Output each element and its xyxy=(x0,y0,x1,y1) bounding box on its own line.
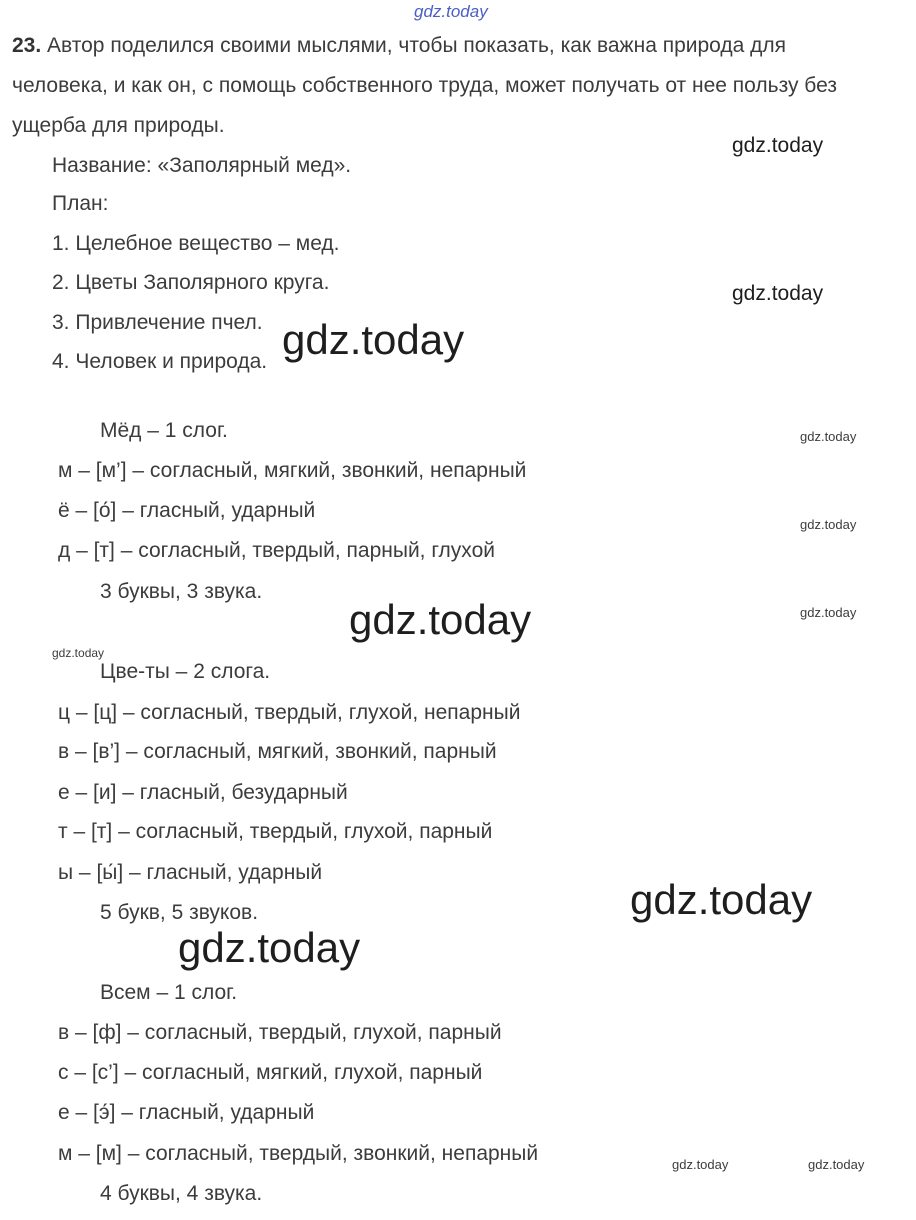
analysis-row: м – [м] – согласный, твердый, звонкий, непарный xyxy=(58,1142,539,1165)
watermark-top: gdz.today xyxy=(414,2,488,21)
analysis-summary: 5 букв, 5 звуков. xyxy=(100,901,259,924)
plan-item: 3. Привлечение пчел. xyxy=(52,311,263,334)
analysis-row: в – [ф] – согласный, твердый, глухой, парный xyxy=(58,1021,502,1044)
analysis-row: д – [т] – согласный, твердый, парный, глухой xyxy=(58,539,495,562)
watermark: gdz.today xyxy=(800,517,857,532)
watermark: gdz.today xyxy=(672,1157,729,1172)
analysis-row: е – [э́] – гласный, ударный xyxy=(58,1101,315,1124)
watermark: gdz.today xyxy=(808,1157,865,1172)
plan-item: 4. Человек и природа. xyxy=(52,350,268,373)
analysis-header: Мёд – 1 слог. xyxy=(100,419,228,442)
analysis-row: в – [в’] – согласный, мягкий, звонкий, парный xyxy=(58,740,497,763)
analysis-row: ё – [о́] – гласный, ударный xyxy=(58,499,316,522)
analysis-row: м – [м’] – согласный, мягкий, звонкий, непарный xyxy=(58,459,527,482)
watermark: gdz.today xyxy=(732,134,824,157)
analysis-header: Всем – 1 слог. xyxy=(100,981,238,1004)
plan-item: 1. Целебное вещество – мед. xyxy=(52,232,340,255)
watermark: gdz.today xyxy=(732,282,824,305)
title-line: Название: «Заполярный мед». xyxy=(52,154,352,177)
watermark: gdz.today xyxy=(800,605,857,620)
task-number: 23. xyxy=(12,34,42,57)
analysis-summary: 3 буквы, 3 звука. xyxy=(100,580,263,603)
task-intro-text: Автор поделился своими мыслями, чтобы показать, как важна природа для xyxy=(47,34,787,57)
task-intro-line-2: человека, и как он, с помощь собственного труда, может получать от нее пользу без xyxy=(12,74,837,97)
analysis-row: с – [с’] – согласный, мягкий, глухой, парный xyxy=(58,1061,483,1084)
watermark: gdz.today xyxy=(349,596,532,643)
watermark: gdz.today xyxy=(178,924,361,971)
analysis-row: е – [и] – гласный, безударный xyxy=(58,781,348,804)
analysis-row: т – [т] – согласный, твердый, глухой, парный xyxy=(58,820,493,843)
task-intro-line-1 xyxy=(12,33,786,59)
analysis-row: ц – [ц] – согласный, твердый, глухой, непарный xyxy=(58,701,521,724)
watermark: gdz.today xyxy=(52,646,105,660)
watermark: gdz.today xyxy=(800,429,857,444)
plan-label: План: xyxy=(52,192,109,215)
watermark: gdz.today xyxy=(282,316,465,363)
analysis-summary: 4 буквы, 4 звука. xyxy=(100,1182,263,1205)
watermark: gdz.today xyxy=(630,876,813,923)
plan-item: 2. Цветы Заполярного круга. xyxy=(52,271,330,294)
analysis-row: ы – [ы́] – гласный, ударный xyxy=(58,861,323,884)
analysis-header: Цве-ты – 2 слога. xyxy=(100,660,271,683)
task-intro-line-3: ущерба для природы. xyxy=(12,114,225,137)
